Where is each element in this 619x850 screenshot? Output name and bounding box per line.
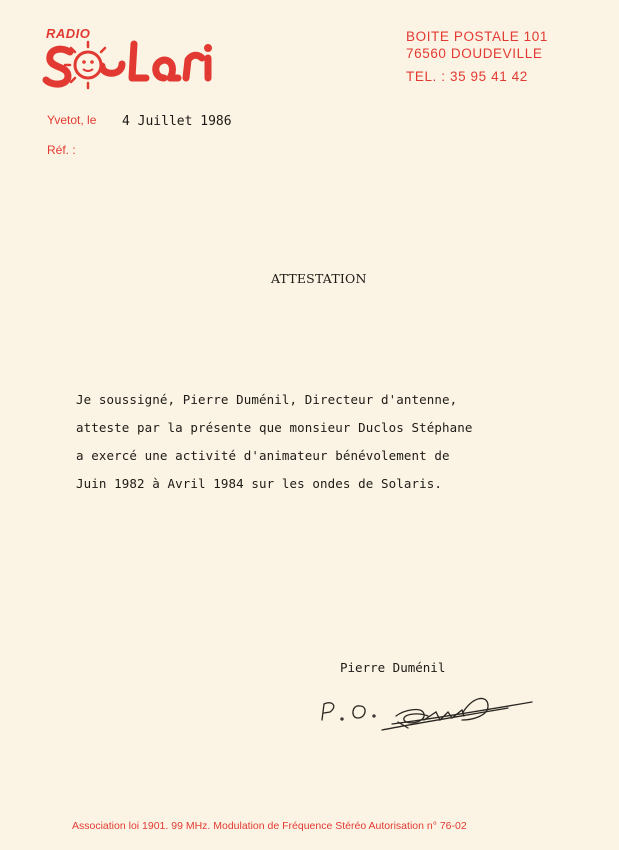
solaris-logo-icon	[42, 32, 222, 92]
attestation-body	[76, 386, 546, 498]
place-label: Yvetot, le	[47, 113, 97, 127]
body-line: atteste par la présente que monsieur Duclos Stéphane	[76, 420, 473, 435]
phone-number: TEL. : 35 95 41 42	[406, 69, 528, 84]
reference-label: Réf. :	[47, 143, 76, 157]
body-line: Je soussigné, Pierre Duménil, Directeur d'antenne,	[76, 392, 458, 407]
address-line-2: 76560 DOUDEVILLE	[406, 46, 543, 61]
handwritten-signature	[312, 686, 542, 746]
letterhead-address	[406, 28, 548, 85]
document-title: ATTESTATION	[271, 271, 367, 286]
body-line: Juin 1982 à Avril 1984 sur les ondes de Solaris.	[76, 476, 443, 491]
logo-radio-label: RADIO	[46, 26, 91, 41]
address-line-1: BOITE POSTALE 101	[406, 29, 549, 44]
radio-solaris-logo	[42, 26, 222, 86]
body-line: a exercé une activité d'animateur bénévolement de	[76, 448, 450, 463]
signatory-name: Pierre Duménil	[340, 660, 446, 675]
letter-date: 4 Juillet 1986	[122, 114, 232, 129]
footer-legal: Association loi 1901. 99 MHz. Modulation de Fréquence Stéréo Autorisation n° 76-02	[72, 820, 467, 832]
